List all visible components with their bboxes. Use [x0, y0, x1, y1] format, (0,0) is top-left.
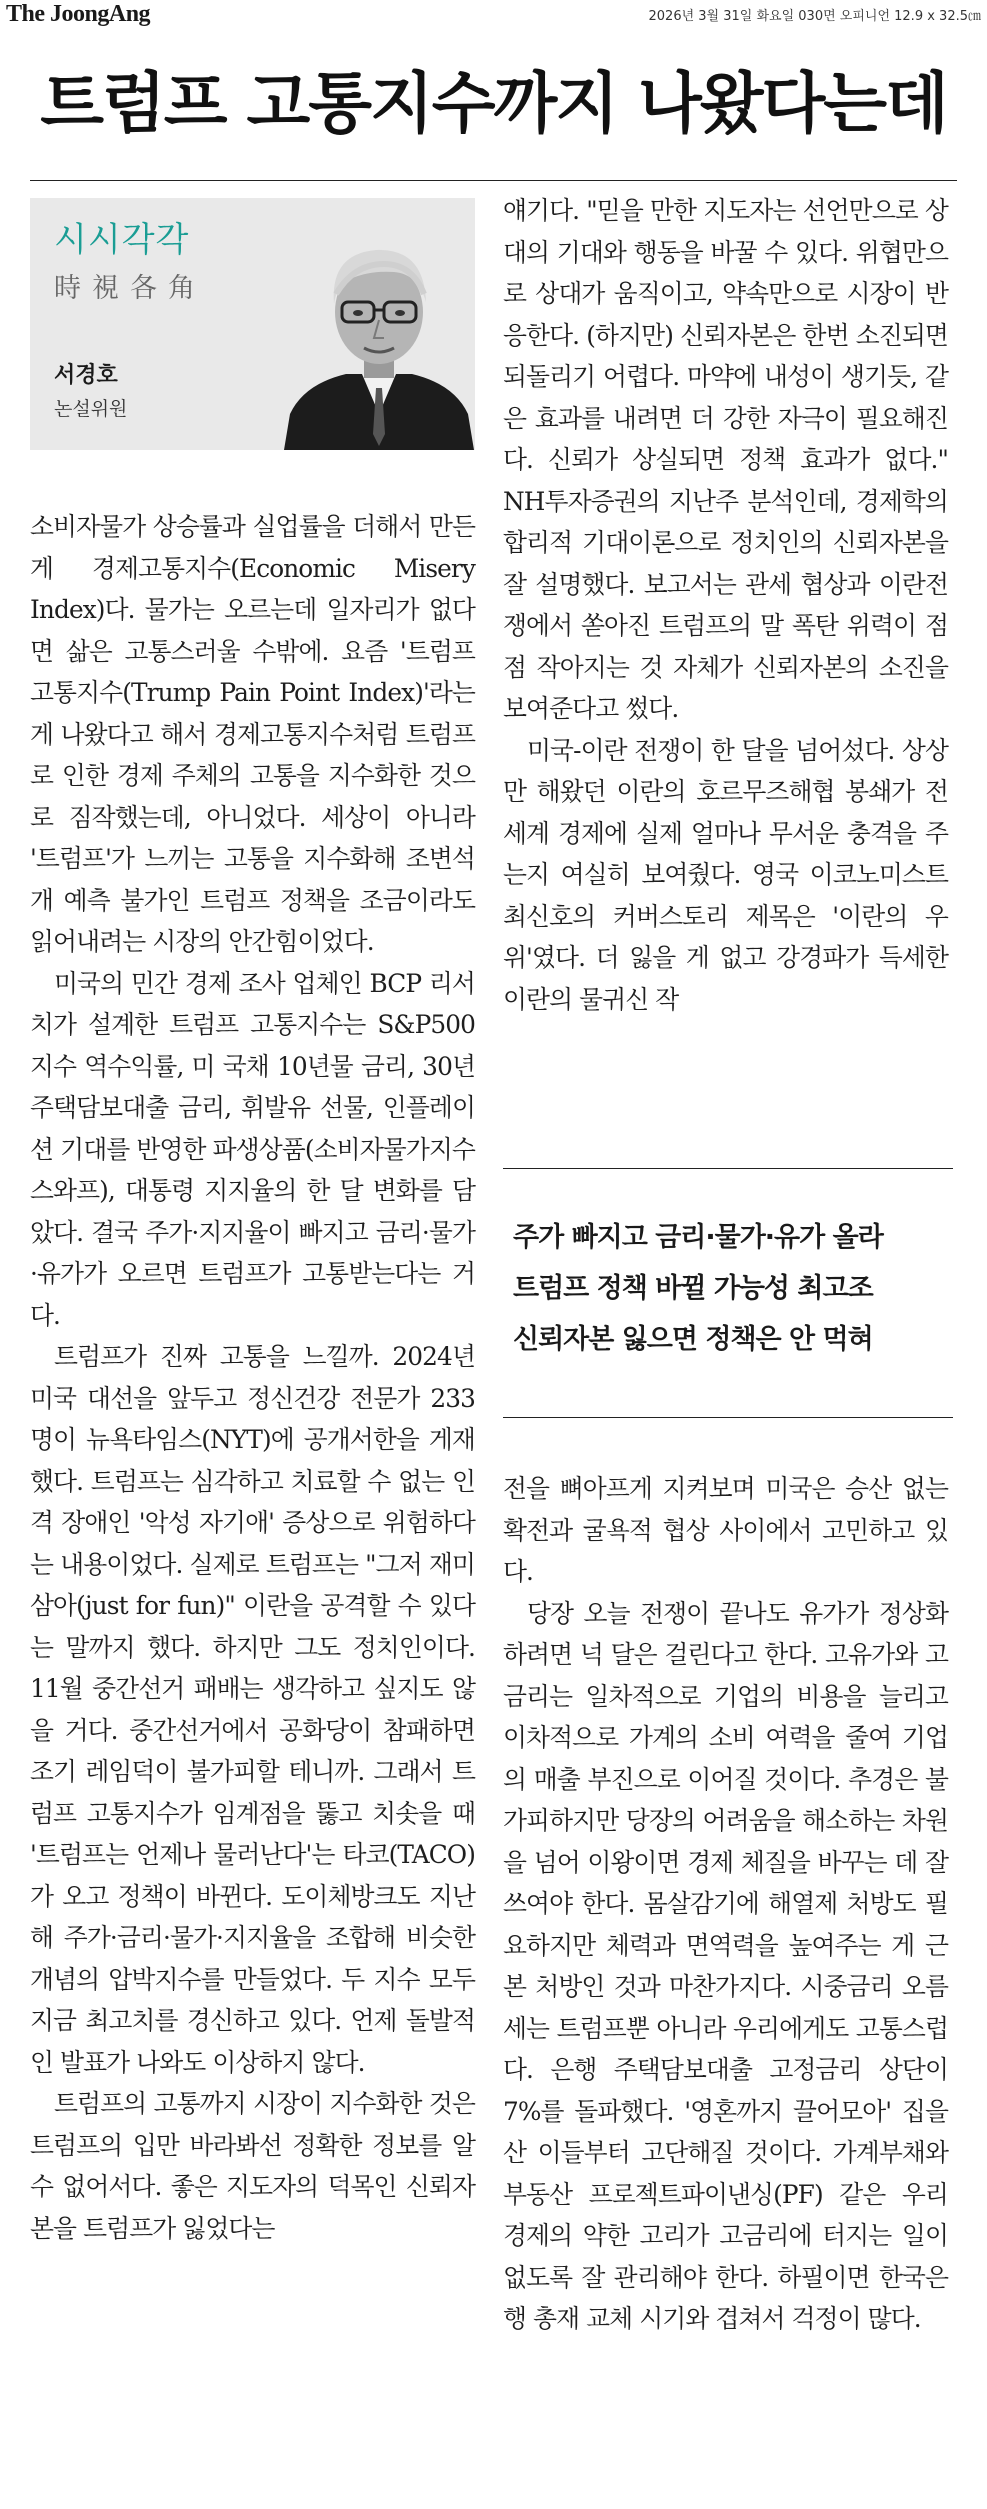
article-column-right-top	[503, 190, 948, 1020]
pull-quote-rule-top	[503, 1168, 953, 1169]
pull-quote-box	[503, 1168, 953, 1418]
body-paragraph: 트럼프의 고통까지 시장이 지수화한 것은 트럼프의 입만 바라봐선 정확한 정보를 알 수 없어서다. 좋은 지도자의 덕목인 신뢰자본을 트럼프가 잃었다는	[30, 2089, 475, 2243]
author-role: 논설위원	[54, 398, 128, 420]
column-section-title: 시시각각	[54, 220, 190, 260]
article-column-right-bottom	[503, 1468, 948, 2340]
body-paragraph: 미국의 민간 경제 조사 업체인 BCP 리서치가 설계한 트럼프 고통지수는 S&P500 지수 역수익률, 미 국채 10년물 금리, 30년 주택담보대출 금리, 휘발유 선물, 인플레이션 기대를 반영한 파생상품(소비자물가지수 스와프), 대통령 지지율의 한 달 변화를 담았다. 결국 주가·지지율이 빠지고 금리·물가·유가가 오르면 트럼프가 고통받는다는 거다.	[30, 968, 475, 1330]
article-column-left	[30, 506, 475, 2249]
column-profile-box	[30, 198, 475, 450]
pull-quote-line: 주가 빠지고 금리·물가·유가 올라	[513, 1222, 883, 1253]
newspaper-logo: The JoongAng	[6, 1, 151, 27]
body-paragraph: 얘기다. "믿을 만한 지도자는 선언만으로 상대의 기대와 행동을 바꿀 수 있다. 위협만으로 상대가 움직이고, 약속만으로 시장이 반응한다. (하지만) 신뢰자본은 한번 소진되면 되돌리기 어렵다. 마약에 내성이 생기듯, 같은 효과를 내려면 더 강한 자극이 필요해진다. 신뢰가 상실되면 정책 효과가 없다." NH투자증권의 지난주 분석인데, 경제학의 합리적 기대이론으로 정치인의 신뢰자본을 잘 설명했다. 보고서는 관세 협상과 이란전쟁에서 쏟아진 트럼프의 말 폭탄 위력이 점점 작아지는 것 자체가 신뢰자본의 소진을 보여준다고 썼다.	[503, 196, 948, 723]
headline-divider	[30, 180, 957, 181]
pull-quote-rule-bottom	[503, 1417, 953, 1418]
body-paragraph: 전을 뼈아프게 지켜보며 미국은 승산 없는 확전과 굴욕적 협상 사이에서 고민하고 있다.	[503, 1474, 948, 1586]
body-paragraph: 트럼프가 진짜 고통을 느낄까. 2024년 미국 대선을 앞두고 정신건강 전문가 233명이 뉴욕타임스(NYT)에 공개서한을 게재했다. 트럼프는 심각하고 치료할 수 없는 인격 장애인 '악성 자기애' 증상으로 위험하다는 내용이었다. 실제로 트럼프는 "그저 재미 삼아(just for fun)" 이란을 공격할 수 있다는 말까지 했다. 하지만 그도 정치인이다. 11월 중간선거 패배는 생각하고 싶지도 않을 거다. 중간선거에서 공화당이 참패하면 조기 레임덕이 불가피할 테니까. 그래서 트럼프 고통지수가 임계점을 뚫고 치솟을 때 '트럼프는 언제나 물러난다'는 타코(TACO)가 오고 정책이 바뀐다. 도이체방크도 지난해 주가·금리·물가·지지율을 조합해 비슷한 개념의 압박지수를 만들었다. 두 지수 모두 지금 최고치를 경신하고 있다. 언제 돌발적인 발표가 나와도 이상하지 않다.	[30, 1342, 475, 2077]
masthead-bar	[0, 0, 987, 26]
author-name: 서경호	[54, 363, 118, 388]
body-paragraph: 소비자물가 상승률과 실업률을 더해서 만든 게 경제고통지수(Economic Misery Index)다. 물가는 오르는데 일자리가 없다면 삶은 고통스러울 수밖에. 요즘 '트럼프 고통지수(Trump Pain Point Index)'라는 게 나왔다고 해서 경제고통지수처럼 트럼프로 인한 경제 주체의 고통을 지수화한 것으로 짐작했는데, 아니었다. 세상이 아니라 '트럼프'가 느끼는 고통을 지수화해 조변석개 예측 불가인 트럼프 정책을 조금이라도 읽어내려는 시장의 안간힘이었다.	[30, 512, 475, 956]
column-section-hanja: 時視各角	[54, 273, 206, 304]
body-paragraph: 당장 오늘 전쟁이 끝나도 유가가 정상화하려면 넉 달은 걸린다고 한다. 고유가와 고금리는 일차적으로 기업의 비용을 늘리고 이차적으로 가계의 소비 여력을 줄여 기업의 매출 부진으로 이어질 것이다. 추경은 불가피하지만 당장의 어려움을 해소하는 차원을 넘어 이왕이면 경제 체질을 바꾸는 데 잘 쓰여야 한다. 몸살감기에 해열제 처방도 필요하지만 체력과 면역력을 높여주는 게 근본 처방인 것과 마찬가지다. 시중금리 오름세는 트럼프뿐 아니라 우리에게도 고통스럽다. 은행 주택담보대출 고정금리 상단이 7%를 돌파했다. '영혼까지 끌어모아' 집을 산 이들부터 고단해질 것이다. 가계부채와 부동산 프로젝트파이낸싱(PF) 같은 우리 경제의 약한 고리가 고금리에 터지는 일이 없도록 잘 관리해야 한다. 하필이면 한국은행 총재 교체 시기와 겹쳐서 걱정이 많다.	[503, 1598, 948, 2333]
pull-quote-line: 신뢰자본 잃으면 정책은 안 먹혀	[513, 1324, 873, 1355]
body-paragraph: 미국-이란 전쟁이 한 달을 넘어섰다. 상상만 해왔던 이란의 호르무즈해협 봉쇄가 전 세계 경제에 실제 얼마나 무서운 충격을 주는지 여실히 보여줬다. 영국 이코노미스트 최신호의 커버스토리 제목은 '이란의 우위'였다. 더 잃을 게 없고 강경파가 득세한 이란의 물귀신 작	[503, 735, 948, 1014]
pull-quote-text	[513, 1212, 943, 1365]
author-portrait	[284, 224, 474, 450]
pull-quote-line: 트럼프 정책 바뀔 가능성 최고조	[513, 1273, 873, 1304]
article-headline: 트럼프 고통지수까지 나왔다는데	[40, 65, 947, 142]
edition-info: 2026년 3월 31일 화요일 030면 오피니언 12.9 x 32.5㎝	[648, 9, 981, 24]
